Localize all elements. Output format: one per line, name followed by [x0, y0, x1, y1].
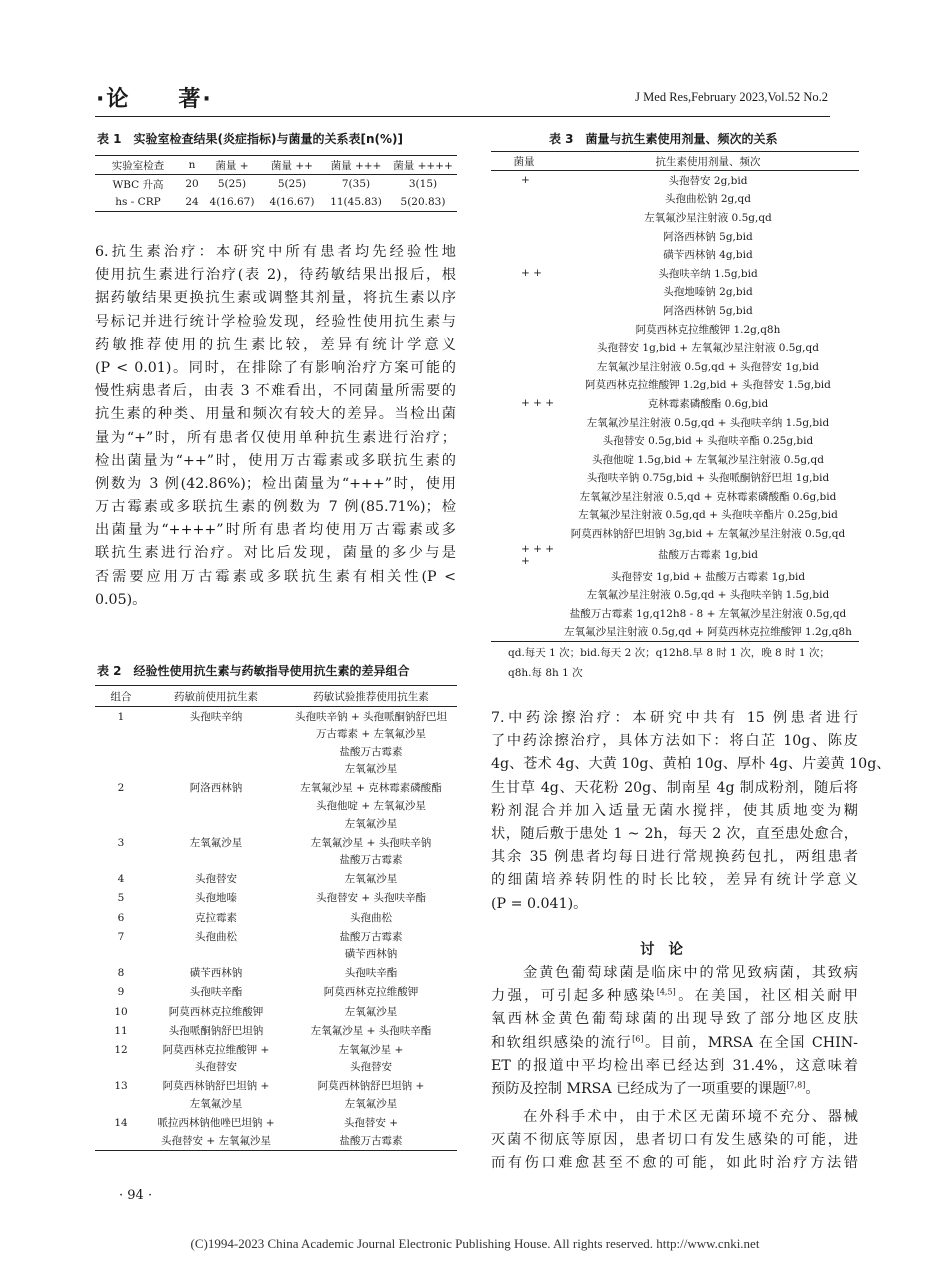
- table3-row: [491, 264, 859, 283]
- table3-regimen-cell: 头孢替安 1g,bid + 盐酸万古霉素 1g,bid: [610, 570, 806, 583]
- table3-regimen-cell: 左氧氟沙星注射液 0.5g,qd + 阿莫西林克拉维酸钾 1.2g,q8h: [557, 623, 859, 642]
- table2-cell: 头孢呋辛酯: [344, 967, 398, 980]
- text-line: 药敏推荐使用的抗生素比较，差异有统计学意义: [95, 336, 456, 353]
- table1-cell: WBC 升高: [112, 178, 164, 191]
- table2-cell: 阿莫西林钠舒巴坦钠 + 左氧氟沙星: [162, 1080, 270, 1110]
- text-line: (P < 0.01)。同时，在排除了有影响治疗方案可能的: [95, 359, 456, 376]
- table2-cell: 10: [114, 1005, 128, 1018]
- table3-regimen-cell: 左氧氟沙星注射液 0.5g,qd + 头孢呋辛钠 1.5g,bid: [586, 589, 830, 602]
- table2-cell: 头孢呋辛钠 + 头孢哌酮钠舒巴坦 万古霉素 + 左氧氟沙星 盐酸万古霉素 左氧氟沙星: [295, 710, 447, 776]
- table3-regimen-cell: 阿莫西林钠舒巴坦钠 3g,bid + 左氧氟沙星注射液 0.5g,qd: [570, 528, 846, 541]
- text-line: 金黄色葡萄球菌是临床中的常见致病菌，其致病: [491, 965, 858, 981]
- table2-cell: 1: [117, 710, 125, 723]
- table3-group-cell: [491, 413, 557, 432]
- table3-row: [491, 543, 859, 567]
- text-line: 否需要应用万古霉素或多联抗生素有相关性(P <: [95, 568, 456, 585]
- discussion-paragraph-2: [491, 1106, 858, 1176]
- table2-cell: 左氧氟沙星 + 头孢呋辛钠 盐酸万古霉素: [310, 836, 432, 867]
- table2-row: [95, 927, 457, 964]
- text-line: 0.05)。: [95, 591, 147, 608]
- table2-row: [95, 889, 457, 908]
- table3-row: [491, 469, 859, 488]
- table3-regimen-cell: 左氧氟沙星注射液 0.5g,qd + 头孢呋辛酯片 0.25g,bid: [578, 509, 838, 522]
- table3-note-line: q8h.每 8h 1 次: [508, 667, 583, 679]
- table3-header-row: [491, 152, 859, 171]
- table3-row: [491, 245, 859, 264]
- table3-regimen-cell: 阿莫西林克拉维酸钾 1.2g,bid + 头孢替安 1.5g,bid: [585, 379, 831, 392]
- table3-row: [491, 301, 859, 320]
- table1-header-cell: 菌量 +: [203, 156, 261, 175]
- table2-cell: 左氧氟沙星 + 克林霉素磷酸酯 头孢他啶 + 左氧氟沙星 左氧氟沙星: [300, 782, 442, 830]
- table2-cell: 12: [114, 1043, 128, 1056]
- table1-cell: 20: [185, 178, 199, 190]
- table3-group-cell: [491, 338, 557, 357]
- text-line: 生甘草 4g、天花粉 20g、制南星 4g 制成粉剂，随后将: [491, 779, 858, 796]
- table2-row: [95, 1114, 457, 1151]
- table3: [491, 151, 859, 642]
- table3-regimen-cell: 头孢曲松钠 2g,qd: [664, 193, 752, 206]
- text-line: 和软组织感染的流行[6]。目前，MRSA 在全国 CHIN-: [491, 1033, 858, 1051]
- table1: [95, 155, 457, 212]
- text-line: 万古霉素或多联抗生素的例数为 7 例(85.71%)；检: [95, 499, 456, 516]
- table3-group-cell: [491, 208, 557, 227]
- table3-group-cell: [491, 487, 557, 506]
- table3-row: [491, 487, 859, 506]
- table2-row: [95, 779, 457, 833]
- table2-cell: 阿莫西林克拉维酸钾: [168, 1005, 264, 1018]
- table3-group-cell: [491, 524, 557, 543]
- text-line: 例数为 3 例(42.86%)；检出菌量为“+++”时，使用: [95, 475, 456, 492]
- table2-cell: 左氧氟沙星 + 头孢呋辛酯: [310, 1024, 432, 1037]
- table2-cell: 哌拉西林钠他唑巴坦钠 + 头孢替安 + 左氧氟沙星: [147, 1114, 285, 1151]
- table2: [95, 685, 457, 1151]
- table2-cell: 头孢替安 + 盐酸万古霉素: [285, 1114, 457, 1151]
- table3-row: [491, 227, 859, 246]
- table3-regimen-cell: 克林霉素磷酸酯 0.6g,bid: [647, 397, 769, 410]
- text-line: 氧西林金黄色葡萄球菌的出现导致了部分地区皮肤: [491, 1011, 858, 1028]
- table3-regimen-cell: 左氧氟沙星注射液 0.5g,qd + 头孢呋辛纳 1.5g,bid: [586, 416, 830, 429]
- table3-row: [491, 190, 859, 209]
- table2-row: [95, 870, 457, 889]
- text-line: 粉剂混合并加入适量无菌水搅拌，使其质地变为糊: [491, 802, 858, 819]
- table3-group-cell: + + + +: [521, 542, 555, 567]
- table3-group-cell: [491, 245, 557, 264]
- table3-group-cell: [491, 320, 557, 339]
- table3-row: [491, 450, 859, 469]
- table1-caption: 表 1 实验室检查结果(炎症指标)与菌量的关系表[n(%)]: [97, 132, 404, 146]
- table3-regimen-cell: 头孢他啶 1.5g,bid + 左氧氟沙星注射液 0.5g,qd: [592, 453, 824, 466]
- discussion-paragraph-1: [491, 962, 858, 1101]
- table3-row: [491, 376, 859, 395]
- text-line: 状，随后敷于患处 1 ~ 2h，每天 2 次，直至患处愈合，: [491, 825, 858, 842]
- table3-row: [491, 431, 859, 450]
- table3-row: [491, 585, 859, 604]
- table2-cell: 7: [117, 930, 125, 943]
- table3-regimen-cell: 左氧氟沙星注射液 0.5,qd + 克林霉素磷酸酯 0.6g,bid: [579, 490, 837, 503]
- section7-paragraph: [491, 707, 891, 916]
- table3-group-cell: + +: [521, 267, 542, 280]
- table2-cell: 阿洛西林钠: [189, 782, 243, 795]
- table3-regimen-cell: 头孢替安 0.5g,bid + 头孢呋辛酯 0.25g,bid: [602, 435, 814, 448]
- table2-cell: 5: [117, 892, 125, 905]
- table3-group-cell: [491, 227, 557, 246]
- table1-cell: hs - CRP: [95, 193, 181, 212]
- journal-citation: J Med Res,February 2023,Vol.52 No.2: [635, 90, 828, 104]
- table1-cell: 4(16.67): [203, 193, 261, 212]
- table3-group-cell: [491, 376, 557, 395]
- text-line: 量为“+”时，所有患者仅使用单种抗生素进行治疗；: [95, 429, 456, 446]
- table2-cell: 头孢替安 + 头孢呋辛酯: [316, 892, 426, 905]
- table2-cell: 左氧氟沙星: [344, 873, 398, 886]
- table2-cell: 2: [117, 782, 125, 795]
- text-line: 7.中药涂擦治疗：本研究中共有 15 例患者进行: [491, 710, 858, 726]
- copyright-footer: (C)1994-2023 China Academic Journal Electronic Publishing House. All rights reserved. http://www.cnki.net: [190, 1236, 760, 1251]
- table2-cell: 头孢曲松: [350, 911, 392, 924]
- table3-header-cell: 抗生素使用剂量、频次: [557, 152, 859, 171]
- table1-header-cell: 菌量 ++: [261, 156, 323, 175]
- table2-cell: 9: [117, 986, 125, 999]
- table2-cell: 头孢曲松: [195, 930, 237, 943]
- table2-cell: 阿莫西林克拉维酸钾: [323, 986, 419, 999]
- table3-group-cell: [491, 431, 557, 450]
- table1-header-row: [95, 156, 457, 175]
- text-line: 灭菌不彻底等原因，患者切口有发生感染的可能，进: [491, 1132, 858, 1149]
- table2-cell: 阿莫西林钠舒巴坦钠 + 左氧氟沙星: [317, 1080, 425, 1110]
- table2-cell: 左氧氟沙星: [344, 1005, 398, 1018]
- table3-row: [491, 357, 859, 376]
- table3-group-cell: [491, 469, 557, 488]
- table3-regimen-cell: 盐酸万古霉素 1g,bid: [658, 549, 758, 562]
- table3-regimen-cell: 左氧氟沙星注射液 0.5g,qd + 头孢替安 1g,bid: [597, 360, 819, 373]
- table2-row: [95, 1002, 457, 1021]
- table3-caption: 表 3 菌量与抗生素使用剂量、频次的关系: [549, 132, 778, 146]
- text-line: 使用抗生素进行治疗(表 2)，待药敏结果出报后，根: [95, 267, 456, 284]
- table3-row: [491, 413, 859, 432]
- header-rule: [95, 116, 830, 117]
- text-line: 力强，可引起多种感染[4,5]。在美国，社区相关耐甲: [491, 987, 858, 1005]
- table3-group-cell: [491, 450, 557, 469]
- table2-cell: 盐酸万古霉素 磺苄西林钠: [339, 930, 403, 961]
- text-line: ET 的报道中平均检出率已经达到 31.4%，这意味着: [491, 1057, 858, 1074]
- table1-row: [95, 175, 457, 194]
- table3-row: [491, 208, 859, 227]
- table3-row: [491, 524, 859, 543]
- table2-cell: 左氧氟沙星 + 头孢替安: [338, 1043, 404, 1074]
- text-line: 检出菌量为“++”时，使用万古霉素或多联抗生素的: [95, 452, 456, 469]
- table1-header-cell: 实验室检查: [95, 156, 181, 175]
- table3-regimen-cell: 头孢呋辛纳 1.5g,bid: [658, 267, 758, 280]
- table2-row: [95, 908, 457, 927]
- table1-cell: 24: [181, 193, 203, 212]
- table1-header-cell: 菌量 +++: [323, 156, 389, 175]
- table1-row: [95, 193, 457, 212]
- table2-row: [95, 707, 457, 779]
- table3-row: [491, 320, 859, 339]
- table2-caption: 表 2 经验性使用抗生素与药敏指导使用抗生素的差异组合: [97, 664, 410, 678]
- text-line: 预防及控制 MRSA 已经成为了一项重要的课题[7,8]。: [491, 1080, 820, 1097]
- table2-row: [95, 1077, 457, 1114]
- table2-header-cell: 组合: [95, 686, 147, 707]
- table2-cell: 13: [114, 1080, 128, 1093]
- table3-group-cell: [491, 190, 557, 209]
- table2-cell: 左氧氟沙星: [189, 836, 243, 849]
- table2-cell: 头孢哌酮钠舒巴坦钠: [168, 1024, 264, 1037]
- table3-group-cell: [491, 506, 557, 525]
- text-line: 而有伤口难愈甚至不愈的可能，如此时治疗方法错: [491, 1155, 858, 1172]
- section6-paragraph: [95, 241, 456, 612]
- table2-cell: 克拉霉素: [195, 911, 237, 924]
- table2-header-cell: 药敏试验推荐使用抗生素: [285, 686, 457, 707]
- table2-cell: 磺苄西林钠: [189, 967, 243, 980]
- table3-group-cell: [491, 623, 557, 642]
- table3-row: [491, 283, 859, 302]
- table3-regimen-cell: 阿莫西林克拉维酸钾 1.2g,q8h: [635, 323, 781, 336]
- table3-row: [491, 567, 859, 586]
- text-line: 联抗生素进行治疗。对比后发现，菌量的多少与是: [95, 545, 456, 562]
- table1-header-cell: n: [181, 156, 203, 175]
- table2-row: [95, 833, 457, 870]
- table3-row: [491, 394, 859, 413]
- table2-row: [95, 1040, 457, 1077]
- table3-regimen-cell: 阿洛西林钠 5g,bid: [663, 304, 753, 317]
- table3-row: [491, 506, 859, 525]
- text-line: 出菌量为“++++”时所有患者均使用万古霉素或多: [95, 522, 456, 539]
- table1-cell: 5(25): [277, 178, 307, 190]
- table1-cell: 7(35): [341, 178, 371, 190]
- table2-row: [95, 983, 457, 1002]
- table3-group-cell: [491, 283, 557, 302]
- table2-header-row: [95, 686, 457, 707]
- table3-note: [508, 643, 858, 683]
- table3-group-cell: +: [521, 174, 530, 187]
- table2-cell: 头孢地嗪: [195, 892, 237, 905]
- section-label: ·论 著·: [96, 87, 213, 112]
- text-line: 了中药涂擦治疗，具体方法如下：将白芷 10g、陈皮: [491, 733, 858, 750]
- table2-cell: 头孢呋辛纳: [189, 710, 243, 723]
- table2-cell: 头孢替安: [195, 873, 237, 886]
- table1-cell: 5(25): [217, 178, 247, 190]
- text-line: 的细菌培养转阴性的时长比较，差异有统计学意义: [491, 872, 858, 889]
- table3-group-cell: [491, 357, 557, 376]
- table3-regimen-cell: 左氧氟沙星注射液 0.5g,qd: [644, 211, 772, 224]
- table3-row: [491, 171, 859, 190]
- table3-group-cell: [491, 301, 557, 320]
- table1-cell: 11(45.83): [323, 193, 389, 212]
- text-line: 在外科手术中，由于术区无菌环境不充分、器械: [491, 1109, 858, 1125]
- table3-regimen-cell: 头孢呋辛钠 0.75g,bid + 头孢哌酮钠舒巴坦 1g,bid: [586, 472, 830, 485]
- table2-cell: 11: [114, 1024, 128, 1037]
- table3-row: [491, 604, 859, 623]
- table3-group-cell: [491, 604, 557, 623]
- table3-regimen-cell: 盐酸万古霉素 1g,q12h8 - 8 + 左氧氟沙星注射液 0.5g,qd: [569, 607, 847, 620]
- text-line: 4g、苍术 4g、大黄 10g、黄柏 10g、厚朴 4g、片姜黄 10g、: [491, 756, 891, 773]
- table3-regimen-cell: 头孢替安 2g,bid: [668, 174, 748, 187]
- table2-cell: 3: [117, 836, 125, 849]
- table1-cell: 3(15): [408, 178, 438, 190]
- table2-cell: 头孢呋辛酯: [189, 986, 243, 999]
- table3-group-cell: [491, 585, 557, 604]
- table2-cell: 14: [95, 1114, 147, 1151]
- table3-regimen-cell: 头孢地嗪钠 2g,bid: [663, 286, 753, 299]
- table2-row: [95, 1021, 457, 1040]
- table3-note-line: qd.每天 1 次；bid.每天 2 次；q12h8.早 8 时 1 次，晚 8 时 1 次；: [508, 647, 830, 659]
- table1-cell: 5(20.83): [389, 193, 457, 212]
- text-line: (P = 0.041)。: [491, 895, 588, 912]
- table3-regimen-cell: 阿洛西林钠 5g,bid: [663, 230, 753, 243]
- table3-header-cell: 菌量: [491, 152, 557, 171]
- page-number: · 94 ·: [119, 1188, 153, 1203]
- text-line: 慢性病患者后，由表 3 不难看出，不同菌量所需要的: [95, 383, 456, 400]
- table3-regimen-cell: 磺苄西林钠 4g,bid: [663, 249, 753, 262]
- table3-regimen-cell: 头孢替安 1g,bid + 左氧氟沙星注射液 0.5g,qd: [597, 342, 819, 355]
- discussion-heading: 讨论: [640, 942, 697, 958]
- table1-header-cell: 菌量 ++++: [389, 156, 457, 175]
- text-line: 抗生素的种类、用量和频次有较大的差异。当检出菌: [95, 406, 456, 423]
- text-line: 6.抗生素治疗：本研究中所有患者均先经验性地: [95, 244, 456, 260]
- table3-group-cell: + + +: [521, 397, 555, 410]
- table2-cell: 6: [117, 911, 125, 924]
- table1-cell: 4(16.67): [261, 193, 323, 212]
- text-line: 其余 35 例患者均每日进行常规换药包扎，两组患者: [491, 849, 858, 866]
- text-line: 号标记并进行统计学检验发现，经验性使用抗生素与: [95, 313, 456, 330]
- table2-cell: 8: [117, 967, 125, 980]
- table3-group-cell: [491, 567, 557, 586]
- table2-row: [95, 964, 457, 983]
- table2-header-cell: 药敏前使用抗生素: [147, 686, 285, 707]
- table2-cell: 阿莫西林克拉维酸钾 + 头孢替安: [162, 1043, 270, 1074]
- text-line: 据药敏结果更换抗生素或调整其剂量，将抗生素以序: [95, 290, 456, 307]
- table3-row: [491, 338, 859, 357]
- table3-row: [491, 623, 859, 642]
- table2-cell: 4: [117, 873, 125, 886]
